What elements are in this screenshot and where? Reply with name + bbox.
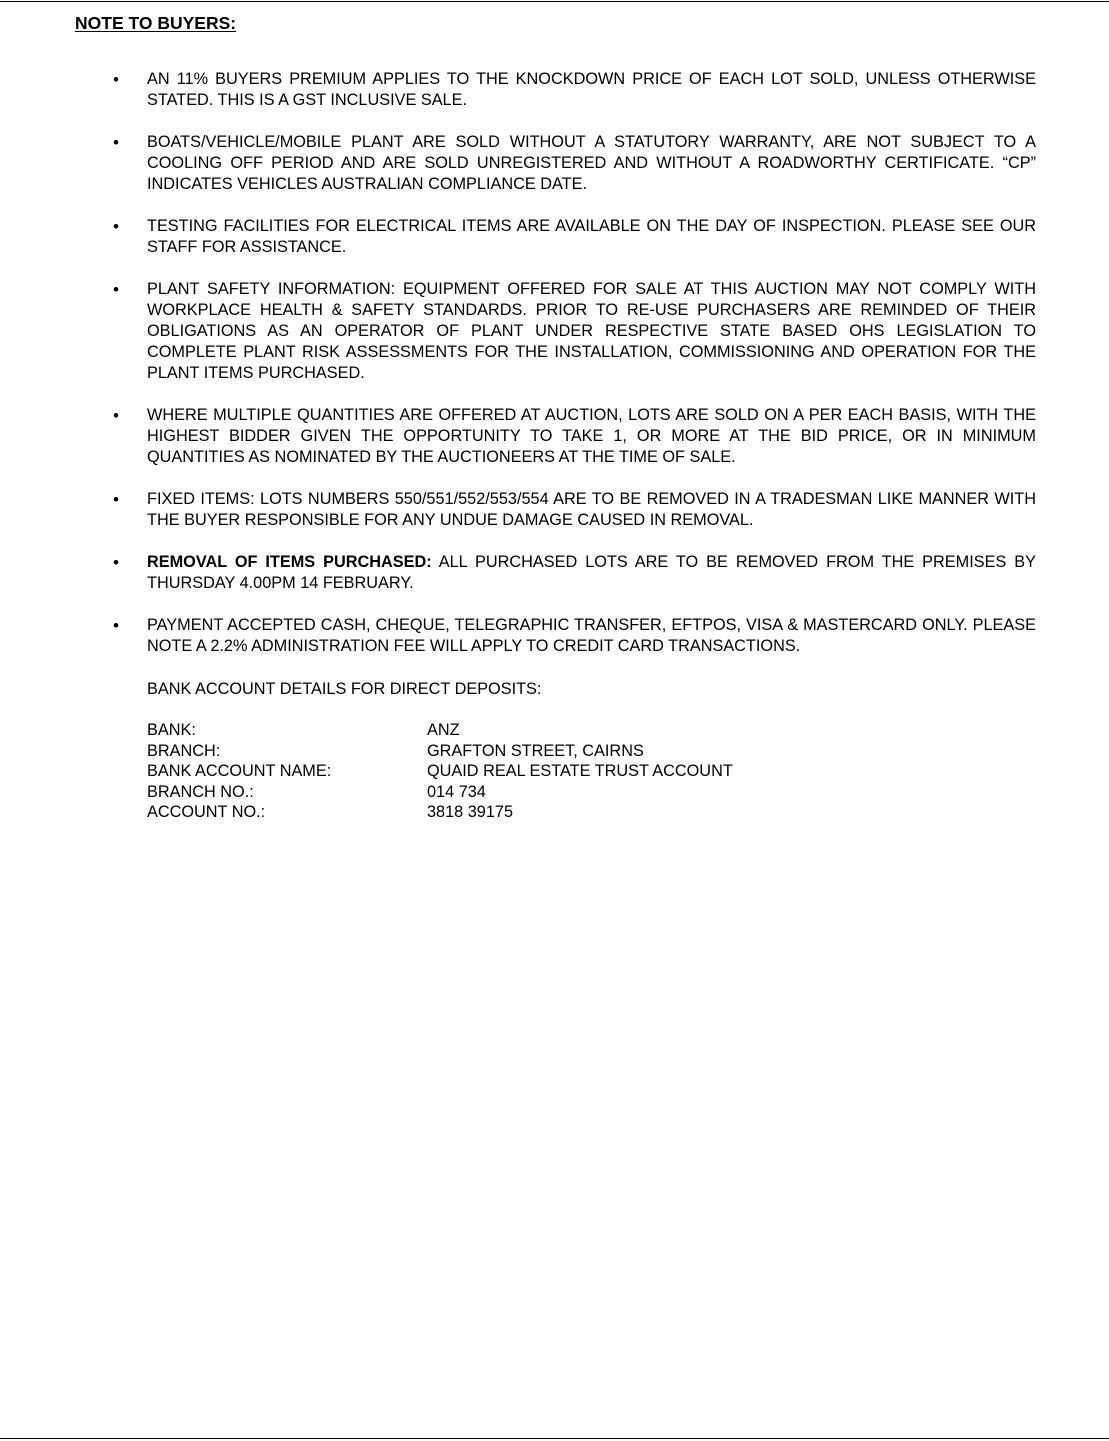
note-body: TESTING FACILITIES FOR ELECTRICAL ITEMS ARE AVAILABLE ON THE DAY OF INSPECTION. PLEASE SEE OUR STAFF FOR ASSISTANCE.	[147, 217, 1036, 256]
note-item	[0, 405, 1109, 468]
top-rule	[0, 1, 1109, 2]
bank-value: 3818 39175	[427, 803, 514, 822]
bank-label: BRANCH:	[147, 741, 221, 760]
note-text	[147, 69, 1036, 111]
bullet-icon: •	[113, 553, 119, 572]
bullet-icon: •	[113, 133, 119, 152]
bank-row	[147, 720, 733, 741]
note-body: PLANT SAFETY INFORMATION: EQUIPMENT OFFERED FOR SALE AT THIS AUCTION MAY NOT COMPLY WITH WORKPLACE HEALTH & SAFETY STANDARDS. PRIOR TO RE-USE PURCHASERS ARE REMINDED OF THEIR OBLIGATIONS AS AN OPERATOR OF PLANT UNDER RESPECTIVE STATE BASED OHS LEGISLATION TO COMPLETE PLANT RISK ASSESSMENTS FOR THE INSTALLATION, COMMISSIONING AND OPERATION FOR THE PLANT ITEMS PURCHASED.	[147, 280, 1036, 382]
note-item	[0, 615, 1109, 657]
bank-value: 014 734	[427, 782, 486, 801]
bank-row	[147, 802, 733, 823]
bank-row	[147, 741, 733, 762]
note-body: AN 11% BUYERS PREMIUM APPLIES TO THE KNOCKDOWN PRICE OF EACH LOT SOLD, UNLESS OTHERWISE STATED. THIS IS A GST INCLUSIVE SALE.	[147, 70, 1036, 109]
note-body: FIXED ITEMS: LOTS NUMBERS 550/551/552/553/554 ARE TO BE REMOVED IN A TRADESMAN LIKE MANNER WITH THE BUYER RESPONSIBLE FOR ANY UNDUE DAMAGE CAUSED IN REMOVAL.	[147, 490, 1036, 529]
bank-details-heading: BANK ACCOUNT DETAILS FOR DIRECT DEPOSITS:	[147, 680, 542, 698]
notes-list	[0, 69, 1109, 678]
bottom-rule	[0, 1438, 1109, 1439]
bullet-icon: •	[113, 217, 119, 236]
note-body: PAYMENT ACCEPTED CASH, CHEQUE, TELEGRAPHIC TRANSFER, EFTPOS, VISA & MASTERCARD ONLY. PLEASE NOTE A 2.2% ADMINISTRATION FEE WILL APPLY TO CREDIT CARD TRANSACTIONS.	[147, 616, 1036, 655]
note-text	[147, 132, 1036, 195]
bank-value: GRAFTON STREET, CAIRNS	[427, 741, 644, 760]
note-text	[147, 405, 1036, 468]
note-text	[147, 489, 1036, 531]
bank-row	[147, 761, 733, 782]
bullet-icon: •	[113, 280, 119, 299]
bank-label: BANK:	[147, 721, 196, 739]
bank-value: QUAID REAL ESTATE TRUST ACCOUNT	[427, 762, 733, 781]
note-item	[0, 69, 1109, 111]
note-item	[0, 132, 1109, 195]
note-text	[147, 216, 1036, 258]
note-item	[0, 552, 1109, 594]
note-item	[0, 279, 1109, 384]
bullet-icon: •	[113, 616, 119, 635]
bullet-icon: •	[113, 490, 119, 509]
note-body: ALL PURCHASED LOTS ARE TO BE REMOVED FROM THE PREMISES BY THURSDAY 4.00PM 14 FEBRUARY.	[147, 553, 1036, 592]
note-bold-lead: REMOVAL OF ITEMS PURCHASED:	[147, 553, 432, 571]
bank-details-table	[147, 720, 733, 823]
note-body: BOATS/VEHICLE/MOBILE PLANT ARE SOLD WITHOUT A STATUTORY WARRANTY, ARE NOT SUBJECT TO A COOLING OFF PERIOD AND ARE SOLD UNREGISTERED AND WITHOUT A ROADWORTHY CERTIFICATE. “CP” INDICATES VEHICLES AUSTRALIAN COMPLIANCE DATE.	[147, 133, 1036, 193]
bank-label: BANK ACCOUNT NAME:	[147, 762, 332, 781]
bank-row	[147, 782, 733, 803]
note-body: WHERE MULTIPLE QUANTITIES ARE OFFERED AT AUCTION, LOTS ARE SOLD ON A PER EACH BASIS, WITH THE HIGHEST BIDDER GIVEN THE OPPORTUNITY TO TAKE 1, OR MORE AT THE BID PRICE, OR IN MINIMUM QUANTITIES AS NOMINATED BY THE AUCTIONEERS AT THE TIME OF SALE.	[147, 406, 1036, 466]
note-text	[147, 552, 1036, 594]
note-item	[0, 216, 1109, 258]
bank-label: BRANCH NO.:	[147, 782, 254, 801]
note-item	[0, 489, 1109, 531]
note-text	[147, 615, 1036, 657]
page-heading: NOTE TO BUYERS:	[75, 13, 237, 33]
bullet-icon: •	[113, 406, 119, 425]
bank-value: ANZ	[427, 721, 460, 739]
note-text	[147, 279, 1036, 384]
bullet-icon: •	[113, 70, 119, 89]
bank-label: ACCOUNT NO.:	[147, 803, 266, 822]
